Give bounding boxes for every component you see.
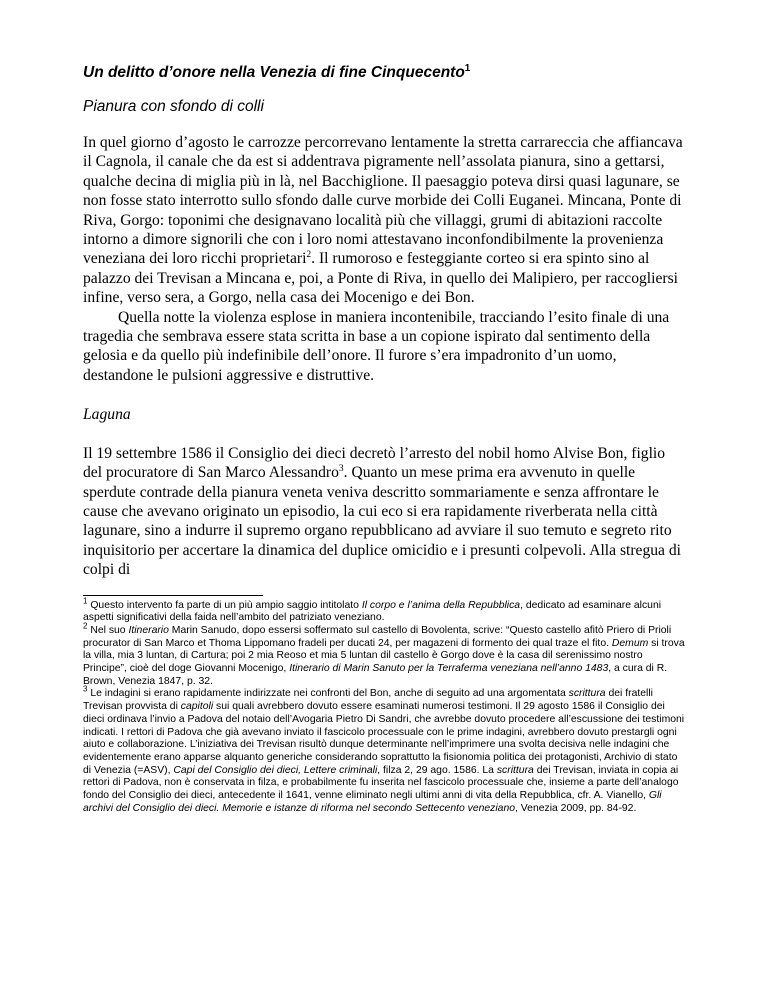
footnote-2-italic-2: Demum	[611, 637, 649, 649]
title-text: Un delitto d’onore nella Venezia di fine Cinquecento	[83, 64, 465, 81]
section-heading-laguna: Laguna	[83, 406, 131, 424]
paragraph-1	[83, 133, 686, 308]
footnote-1-number: 1	[83, 596, 88, 606]
footnote-3-italic-4: scrittura	[496, 764, 534, 776]
footnote-ref-3[interactable]: 3	[338, 463, 344, 474]
paragraph-3-text-a: Il 19 settembre 1586 il Consiglio dei dieci decretò l’arresto del nobil homo Alvise Bon, figlio del procuratore di San Marco Alessandro	[83, 444, 666, 482]
footnote-3-text-c: sui quali avrebbero dovuto essere esaminati numerosi testimoni. Il 29 agosto 1586 il Consiglio dei dieci ordinava l’invio a Padova del notaio dell’Avogaria Pietro Di Sandri, che avrebbe dovuto procedere all’escussione dei testimoni indicati. I rettori di Padova che già avevano inviato il fascicolo processuale con le prime indagini, avrebbero dovuto prestargli ogni aiuto e collaborazione. L’iniziativa dei Trevisan risultò dunque determinante nell’imprimere una svolta decisiva nelle indagini che evidentemente erano apparse alquanto generiche considerando soprattutto la fisionomia politica dei protagonisti, Archivio di stato di Venezia (=ASV),	[83, 701, 685, 776]
footnote-separator	[83, 595, 263, 596]
paragraph-2: Quella notte la violenza esplose in maniera incontenibile, tracciando l’esito finale di una tragedia che sembrava essere stata scritta in base a un copione ispirato dal sentimento della gelosia e da quello più indefinibile dell’onore. Il furore s’era impadronito d’un uomo, destandone le pulsioni aggressive e distruttive.	[83, 308, 670, 384]
footnote-1-text-a: Questo intervento fa parte di un più ampio saggio intitolato	[87, 599, 362, 611]
footnote-3-italic-1: scrittura	[568, 688, 606, 700]
footnote-3-italic-2: capitoli	[180, 701, 214, 713]
footnote-1-italic: Il corpo e l’anima della Repubblica	[361, 599, 521, 611]
footnote-3-text-f: , Venezia 2009, pp. 84-92.	[515, 802, 637, 814]
footnote-3-number: 3	[83, 684, 88, 694]
footnote-2-italic-1: Itinerario	[128, 624, 169, 636]
footnote-2-text-a: Nel suo	[87, 624, 129, 636]
paragraph-1-text-a: In quel giorno d’agosto le carrozze percorrevano lentamente la stretta carrareccia che affiancava il Cagnola, il canale che da est si addentrava pigramente nell’assolata pianura, sino a gettarsi, qualche decina di miglia più in là, nel Bacchiglione. Il paesaggio poteva dirsi quasi lagunare, se non fosse stato interrotto sullo sfondo dalle curve morbide dei Colli Euganei. Mincana, Ponte di Riva, Gorgo: toponimi che designavano località più che villaggi, grumi di abitazioni raccolte intorno a dimore signorili che con i loro nomi attestavano inconfondibilmente la provenienza veneziana dei loro ricchi proprietari	[83, 134, 683, 268]
footnote-3-italic-3: Capi del Consiglio dei dieci, Lettere criminali	[173, 764, 378, 776]
footnote-ref-1[interactable]: 1	[464, 62, 471, 74]
footnote-3-text-d: , filza 2, 29 ago. 1586. La	[377, 764, 497, 776]
footnote-2-italic-3: Itinerario di Marin Sanuto per la Terraferma veneziana nell’anno 1483	[289, 663, 609, 675]
footnote-ref-2[interactable]: 2	[306, 250, 312, 261]
paragraph-1-text-b: . Il rumoroso e festeggiante corteo si era spinto sino al palazzo dei Trevisan a Mincana e, poi, a Ponte di Riva, in quello dei Malipiero, per raccogliersi infine, verso sera, a Gorgo, nella casa dei Mocenigo e dei Bon.	[83, 250, 678, 307]
paragraph-3-text-b: . Quanto un mese prima era avvenuto in quelle sperdute contrade della pianura veneta veniva descritto sommariamente e senza affrontare le cause che avevano originato un episodio, la cui eco si era rapidamente riverberata nella città lagunare, sino a indurre il supremo organo repubblicano ad avviare il suo temuto e segreto rito inquisitorio per accertare la dinamica del duplice omicidio e i presunti colpevoli. Alla stregua di colpi di	[83, 464, 681, 579]
footnote-2-text-b: Marin Sanudo, dopo essersi soffermato sul castello di Bovolenta, scrive: “Questo castello afitò Priero di Prioli procurator di San Marco et Thoma Lippomano fradeli per ducati 24, per magazeni di formento dei qual traze el fito.	[83, 624, 672, 649]
footnote-1	[83, 596, 686, 625]
footnote-2	[83, 621, 686, 689]
document-title	[83, 64, 686, 82]
footnote-2-text-c: si trova la villa, mia 3 luntan, di Cartura; poi 2 mia Reoso et mia 5 luntan dil castello è Gorgo dove è la casa dil serenissimo nostro Principe”, cioè del doge Giovanni Mocenigo,	[83, 637, 685, 675]
footnote-2-text-d: , a cura di R. Brown, Venezia 1847, p. 32.	[83, 663, 668, 687]
footnote-2-number: 2	[83, 621, 88, 631]
footnote-3-text-b: dei fratelli Trevisan provvista di	[83, 688, 653, 713]
footnote-3	[83, 684, 686, 815]
footnote-3-text-a: Le indagini si erano rapidamente indirizzate nei confronti del Bon, anche di seguito ad una argomentata	[87, 688, 569, 700]
footnote-3-italic-5: Gli archivi del Consiglio dei dieci. Memorie e istanze di riforma nel secondo Settecento veneziano	[83, 790, 662, 814]
section-heading-pianura: Pianura con sfondo di colli	[83, 98, 264, 115]
footnote-1-text-b: , dedicato ad esaminare alcuni aspetti significativi della faida nell’ambito del patriziato veneziano.	[83, 599, 662, 624]
document-body	[83, 64, 686, 815]
footnote-3-text-e: dei Trevisan, inviata in copia ai rettori di Padova, non è conservata in filza, e probabilmente fu inserita nel fascicolo processuale che, insieme a parte dell’analogo fondo del Consiglio dei dieci, antecedente il 1641, venne eliminato negli ultimi anni di vita della Repubblica, cfr. A. Vianello,	[83, 764, 679, 802]
paragraph-3	[83, 444, 686, 580]
